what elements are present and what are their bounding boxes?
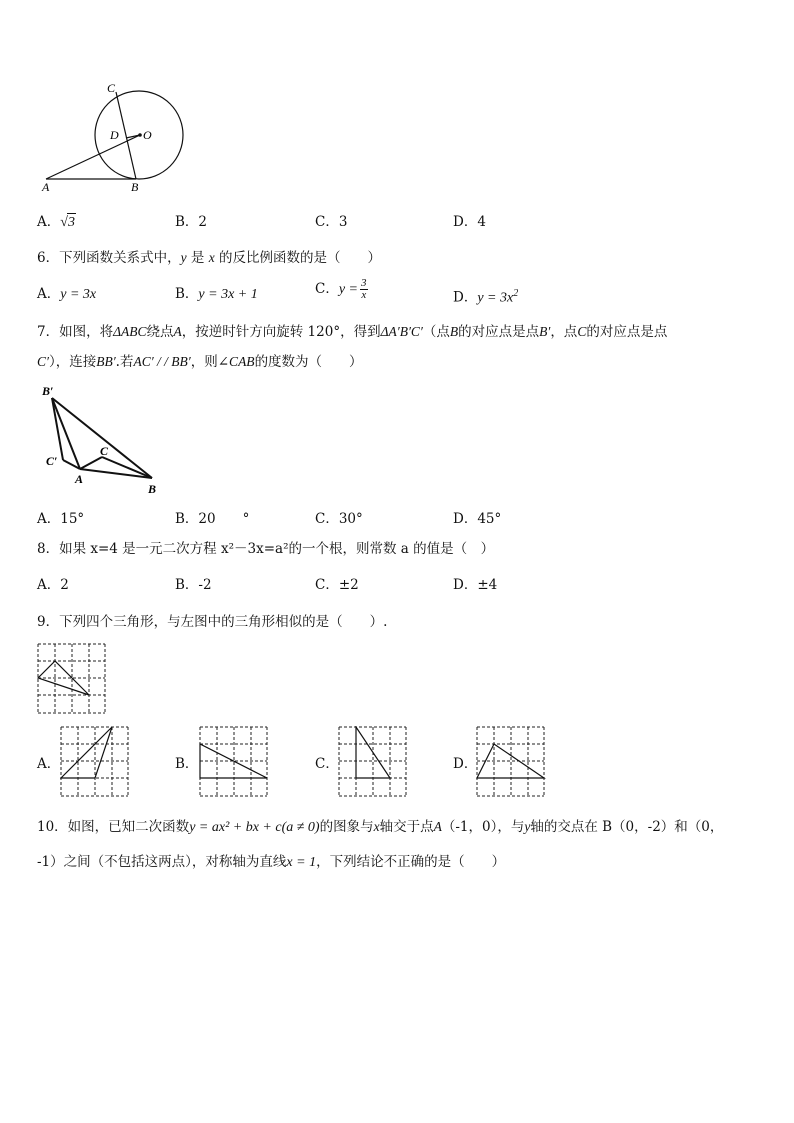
q7-option-c: C．30° (315, 511, 363, 527)
q6-option-c-prefix: C． (315, 281, 339, 297)
q10-line1-c: 轴交于点 (379, 819, 434, 835)
q5-option-a: A．√3 (37, 214, 75, 230)
q6-option-c-denominator: x (361, 289, 367, 301)
q7-stem-line1 (37, 323, 667, 341)
q7-option-b: B．20 ° (175, 511, 250, 527)
q10-line2-a: -1）之间（不包括这两点），对称轴为直线 (37, 854, 287, 870)
q7-line2-a: ），连接 (48, 354, 97, 370)
q7-pt-b2: B′ (539, 324, 551, 339)
q7-pt-b: B (449, 324, 459, 339)
q10-line1-d: （-1，0），与 (441, 819, 525, 835)
q7-line2-pt: C′ (37, 354, 49, 369)
q7-tri1: ΔABC (113, 324, 147, 339)
q9-option-b-grid (199, 726, 269, 799)
q7-line2-d: 的度数为（ ） (254, 354, 363, 370)
q5-option-c: C．3 (315, 214, 348, 230)
q8-option-c: C．±2 (315, 577, 359, 593)
q6-var-x: x (208, 250, 215, 265)
q8-option-b: B．-2 (175, 577, 212, 593)
label-A: A (42, 180, 50, 194)
q6-option-c (315, 278, 370, 301)
q6-stem-2: 是 (186, 250, 209, 266)
q6-number: 6． (37, 250, 60, 266)
q10-func: y = ax² + bx + c(a ≠ 0) (189, 820, 320, 835)
q6-option-d (453, 285, 518, 308)
q10-var-y: y (524, 819, 531, 834)
q9-option-c-grid (338, 726, 408, 799)
q6-option-c-lhs: y = (338, 282, 359, 297)
q6-option-d-exponent: 2 (513, 288, 519, 299)
q6-stem-3: 的反比例函数的是（ ） (214, 250, 381, 266)
q9-option-a-grid (60, 726, 130, 799)
q6-option-a-expr: y = 3x (60, 287, 97, 302)
label-O: O (143, 128, 152, 142)
q6-var-y: y (180, 250, 187, 265)
q6-option-c-numerator: 3 (361, 277, 367, 289)
fig7-label-b: B (148, 482, 157, 496)
q7-stem-line2 (37, 353, 363, 371)
q10-pt-a: A (433, 819, 442, 834)
label-D: D (110, 128, 119, 142)
q5-option-b: B．2 (175, 214, 208, 230)
q10-stem-line1 (37, 818, 723, 837)
q7-line1-f: ，点 (550, 324, 578, 340)
q5-option-d: D．4 (453, 214, 486, 230)
q7-seg: BB′ (96, 354, 116, 369)
q7-pt-c: C (577, 324, 587, 339)
q7-pt-a: A (173, 324, 182, 339)
q6-option-d-expr: y = 3x (477, 290, 514, 306)
q5-option-a-value: 3 (67, 215, 75, 230)
q9-option-a-label: A． (37, 756, 61, 772)
q9-option-d-grid (476, 726, 546, 799)
q7-line1-g: 的对应点是点 (586, 324, 668, 340)
q6-option-d-prefix: D． (453, 289, 478, 306)
q10-line1-a: 10．如图，已知二次函数 (37, 819, 190, 835)
q10-var-x: x (373, 819, 380, 834)
q9-option-b-label: B． (175, 756, 199, 772)
q7-angle: ∠CAB (217, 354, 255, 369)
q7-line2-b: .若 (115, 354, 134, 370)
q7-line1-e: 的对应点是点 (458, 324, 540, 340)
q10-axis-eq: x = 1 (286, 855, 317, 870)
q9-option-d-label: D． (453, 756, 478, 772)
q7-option-d: D．45° (453, 511, 502, 527)
q7-line1-a: 7．如图，将 (37, 324, 114, 340)
q8-stem: 8．如果 x=4 是一元二次方程 x²－3x=a²的一个根，则常数 a 的值是（ ） (37, 541, 495, 557)
label-B: B (131, 180, 139, 194)
q7-tri2: ΔA′B′C′ (380, 324, 423, 339)
q6-stem-1: 下列函数关系式中， (59, 250, 181, 266)
q9-option-c-label: C． (315, 756, 339, 772)
q6-stem (37, 249, 381, 267)
fig7-label-c1: C′ (46, 454, 58, 468)
q7-line1-c: ，按逆时针方向旋转 120°，得到 (181, 324, 381, 340)
q5-option-a-prefix: A． (37, 214, 61, 230)
rotation-figure (38, 380, 168, 498)
circle-figure (30, 80, 190, 195)
q10-line2-b: ，下列结论不正确的是（ ） (316, 854, 506, 870)
q7-line2-c: ，则 (190, 354, 218, 370)
q7-line1-d: （点 (422, 324, 450, 340)
fig7-label-b1: B′ (42, 384, 54, 398)
q6-option-b (175, 285, 258, 304)
q7-line1-b: 绕点 (146, 324, 174, 340)
fig7-label-c: C (100, 444, 109, 458)
q9-stem: 9．下列四个三角形，与左图中的三角形相似的是（ ）. (37, 614, 388, 630)
reference-grid-figure (37, 643, 107, 716)
q7-option-a: A．15° (37, 511, 85, 527)
q6-option-b-expr: y = 3x + 1 (198, 287, 258, 302)
q10-line1-e: 轴的交点在 B（0，-2）和（0， (530, 819, 724, 835)
q6-option-a (37, 285, 96, 304)
label-C: C (107, 81, 116, 95)
q8-option-a: A．2 (37, 577, 69, 593)
q10-stem-line2 (37, 853, 505, 872)
q6-option-a-prefix: A． (37, 286, 61, 302)
fig7-label-a: A (75, 472, 84, 486)
q6-option-b-prefix: B． (175, 286, 199, 302)
q8-option-d: D．±4 (453, 577, 498, 593)
q7-par: AC′ / / BB′ (133, 354, 191, 369)
q10-line1-b: 的图象与 (319, 819, 374, 835)
